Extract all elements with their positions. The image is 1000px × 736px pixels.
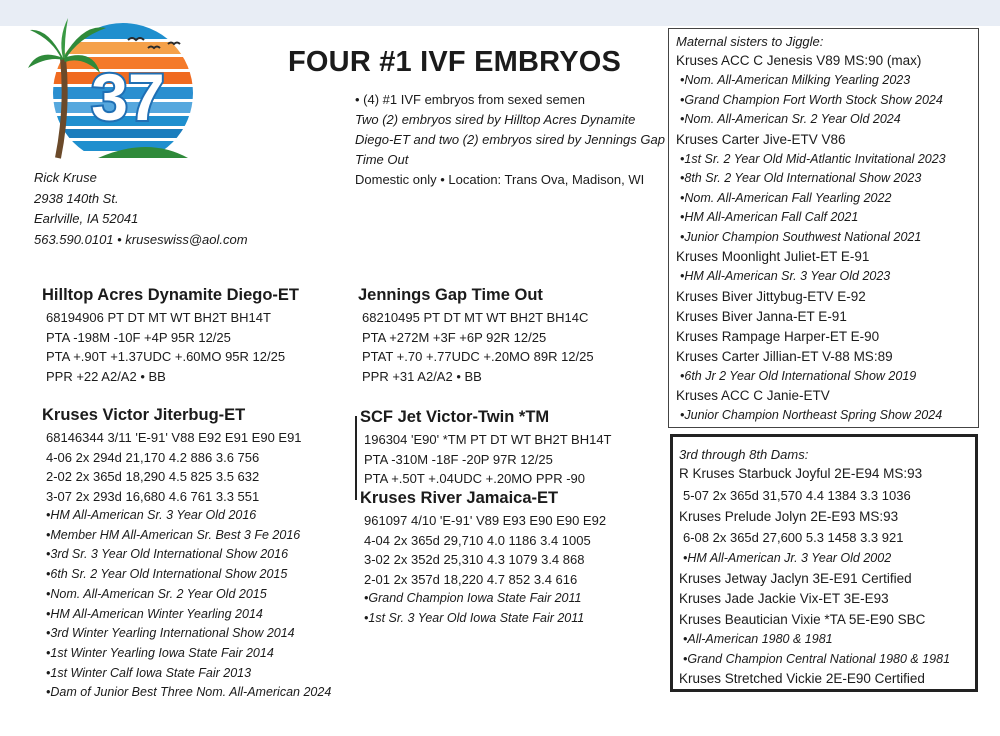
- dam-line: 3-07 2x 293d 16,680 4.6 761 3.3 551: [46, 488, 260, 504]
- dam-honor: •1st Winter Yearling Iowa State Fair 2014: [46, 645, 274, 660]
- contact-name: Rick Kruse: [34, 170, 97, 185]
- sister-name: Kruses Moonlight Juliet-ET E-91: [676, 249, 870, 264]
- sister-name: Kruses Biver Jittybug-ETV E-92: [676, 288, 866, 304]
- maternal-list: [676, 51, 946, 426]
- dam-name: Kruses Victor Jiterbug-ET: [42, 406, 246, 424]
- sister-name: Kruses Carter Jillian-ET V-88 MS:89: [676, 348, 893, 364]
- ancestor-dam-honor: •Grand Champion Central National 1980 & 1981: [683, 651, 951, 666]
- sister-name: Kruses ACC C Janie-ETV: [676, 388, 830, 403]
- dam-honor: •1st Winter Calf Iowa State Fair 2013: [46, 665, 252, 680]
- damsire-name: SCF Jet Victor-Twin *TM: [360, 408, 550, 426]
- sister-honor: •Nom. All-American Sr. 2 Year Old 2024: [680, 112, 901, 126]
- sire1-line: PPR +22 A2/A2 • BB: [46, 368, 166, 384]
- ancestor-dam-name: Kruses Prelude Jolyn 2E-E93 MS:93: [679, 508, 899, 524]
- sire2-line: 68210495 PT DT MT WT BH2T BH14C: [362, 310, 589, 325]
- ancestor-dam-name: R Kruses Starbuck Joyful 2E-E94 MS:93: [679, 466, 923, 481]
- granddam-honors: [360, 589, 606, 628]
- sire1-lines: [42, 308, 299, 386]
- ancestor-dam-name: Kruses Jade Jackie Vix-ET 3E-E93: [679, 591, 889, 606]
- sister-honor: •6th Jr 2 Year Old International Show 2019: [680, 368, 917, 383]
- dam-honors: [42, 506, 331, 703]
- dam-honor: •Dam of Junior Best Three Nom. All-American 2024: [46, 685, 332, 700]
- dams-box: [670, 434, 978, 692]
- pedigree-bracket: [355, 416, 357, 500]
- granddam-line: 961097 4/10 'E-91' V89 E93 E90 E90 E92: [364, 513, 607, 528]
- sister-name: Kruses ACC C Jenesis V89 MS:90 (max): [676, 53, 922, 68]
- sire2-block: [358, 286, 594, 386]
- intro-bullet: • (4) #1 IVF embryos from sexed semen: [355, 92, 585, 107]
- sister-honor: •Junior Champion Southwest National 2021: [680, 229, 922, 244]
- ancestor-dam-honor: •HM All-American Jr. 3 Year Old 2002: [683, 551, 892, 565]
- dams-list: [679, 464, 950, 690]
- ancestor-dam-name: Kruses Jetway Jaclyn 3E-E91 Certified: [679, 570, 912, 586]
- granddam-honor: •1st Sr. 3 Year Old Iowa State Fair 2011: [364, 610, 585, 625]
- dam-line: 68146344 3/11 'E-91' V88 E92 E91 E90 E91: [46, 430, 302, 445]
- granddam-block: [360, 489, 606, 628]
- granddam-name: Kruses River Jamaica-ET: [360, 489, 559, 507]
- sire2-name: Jennings Gap Time Out: [358, 286, 543, 304]
- sire2-line: PPR +31 A2/A2 • BB: [362, 368, 482, 384]
- sire2-line: PTA +272M +3F +6P 92R 12/25: [362, 329, 547, 345]
- contact-phone-email: 563.590.0101 • kruseswiss@aol.com: [34, 231, 248, 247]
- sire2-lines: [358, 308, 594, 386]
- intro-location: Domestic only • Location: Trans Ova, Madison, WI: [355, 172, 645, 187]
- dam-honor: •3rd Sr. 3 Year Old International Show 2016: [46, 547, 289, 562]
- sister-honor: •1st Sr. 2 Year Old Mid-Atlantic Invitational 2023: [680, 151, 946, 166]
- damsire-line: 196304 'E90' *TM PT DT WT BH2T BH14T: [364, 432, 612, 447]
- ancestor-dam-name: Kruses Stretched Vickie 2E-E90 Certified: [679, 671, 925, 686]
- sire1-block: [42, 286, 299, 386]
- maternal-title: Maternal sisters to Jiggle:: [676, 34, 824, 49]
- dam-line: 4-06 2x 294d 21,170 4.2 886 3.6 756: [46, 449, 260, 465]
- damsire-line: PTA +.50T +.04UDC +.20MO PPR -90: [364, 471, 585, 486]
- ancestor-dam-record: 5-07 2x 365d 31,570 4.4 1384 3.3 1036: [683, 487, 911, 503]
- damsire-lines: [360, 430, 612, 489]
- dam-honor: •6th Sr. 2 Year Old International Show 2015: [46, 567, 288, 582]
- granddam-lines: [360, 511, 606, 589]
- sister-honor: •Grand Champion Fort Worth Stock Show 2024: [680, 92, 943, 107]
- ancestor-dam-name: Kruses Beautician Vixie *TA 5E-E90 SBC: [679, 611, 926, 627]
- contact-info: [34, 168, 248, 250]
- dam-honor: •HM All-American Winter Yearling 2014: [46, 606, 263, 621]
- sire1-line: PTA +.90T +1.37UDC +.60MO 95R 12/25: [46, 349, 286, 364]
- dam-honor: •Member HM All-American Sr. Best 3 Fe 2016: [46, 527, 301, 542]
- dam-block: [42, 406, 331, 703]
- dams-title: 3rd through 8th Dams:: [679, 447, 809, 462]
- dam-honor: •Nom. All-American Sr. 2 Year Old 2015: [46, 586, 267, 601]
- dam-honor: •3rd Winter Yearling International Show 2014: [46, 626, 295, 641]
- sire2-line: PTAT +.70 +.77UDC +.20MO 89R 12/25: [362, 349, 594, 364]
- sire1-line: PTA -198M -10F +4P 95R 12/25: [46, 329, 231, 345]
- dam-line: 2-02 2x 365d 18,290 4.5 825 3.5 632: [46, 469, 260, 484]
- sister-honor: •HM All-American Fall Calf 2021: [680, 210, 859, 224]
- sister-honor: •Nom. All-American Milking Yearling 2023: [680, 73, 911, 87]
- maternal-sisters-box: [668, 28, 979, 428]
- ancestor-dam-record: 6-08 2x 365d 27,600 5.3 1458 3.3 921: [683, 530, 904, 545]
- dam-honor: •HM All-American Sr. 3 Year Old 2016: [46, 508, 257, 522]
- sister-name: Kruses Biver Janna-ET E-91: [676, 308, 847, 324]
- sister-honor: •Nom. All-American Fall Yearling 2022: [680, 190, 892, 205]
- ancestor-dam-honor: •All-American 1980 & 1981: [683, 632, 833, 646]
- contact-street: 2938 140th St.: [34, 190, 119, 206]
- sister-name: Kruses Carter Jive-ETV V86: [676, 131, 846, 147]
- intro-sires: Two (2) embryos sired by Hilltop Acres Dynamite Diego-ET and two (2) embryos sired by Jennings Gap Time Out: [355, 112, 665, 167]
- granddam-line: 4-04 2x 365d 29,710 4.0 1186 3.4 1005: [364, 532, 591, 548]
- intro-description: [355, 90, 665, 190]
- lot-number: 37: [91, 60, 165, 134]
- damsire-line: PTA -310M -18F -20P 97R 12/25: [364, 451, 553, 467]
- damsire-block: [360, 408, 612, 489]
- sister-honor: •8th Sr. 2 Year Old International Show 2023: [680, 171, 922, 185]
- granddam-line: 3-02 2x 352d 25,310 4.3 1079 3.4 868: [364, 552, 585, 567]
- sister-name: Kruses Rampage Harper-ET E-90: [676, 328, 880, 344]
- contact-city: Earlville, IA 52041: [34, 211, 139, 226]
- sire1-line: 68194906 PT DT MT WT BH2T BH14T: [46, 310, 271, 325]
- sister-honor: •HM All-American Sr. 3 Year Old 2023: [680, 269, 891, 283]
- lot-logo: [28, 18, 198, 168]
- dam-lines: [42, 428, 331, 506]
- page-title: FOUR #1 IVF EMBRYOS: [288, 46, 622, 78]
- granddam-honor: •Grand Champion Iowa State Fair 2011: [364, 591, 582, 605]
- sister-honor: •Junior Champion Northeast Spring Show 2024: [680, 408, 943, 422]
- sire1-name: Hilltop Acres Dynamite Diego-ET: [42, 286, 300, 304]
- granddam-line: 2-01 2x 357d 18,220 4.7 852 3.4 616: [364, 571, 578, 587]
